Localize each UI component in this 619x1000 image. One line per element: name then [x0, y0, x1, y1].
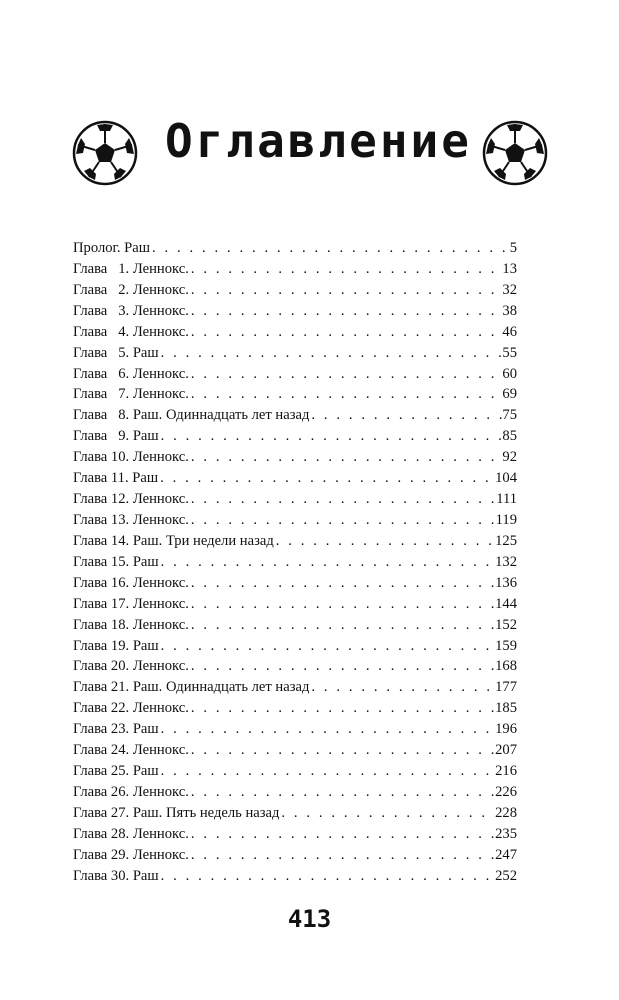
- toc-entry-page: 168: [495, 658, 517, 675]
- toc-entry-page: 125: [495, 532, 517, 549]
- dot-leader: [189, 824, 495, 845]
- toc-header: [70, 108, 550, 198]
- dot-leader: [189, 740, 495, 761]
- toc-entry-label: Глава 2. Леннокс.: [73, 281, 189, 298]
- toc-entry[interactable]: [73, 719, 517, 740]
- dot-leader: [150, 238, 510, 259]
- toc-entry-label: Глава 15. Раш: [73, 553, 159, 570]
- toc-entry-page: 196: [495, 721, 517, 738]
- toc-entry[interactable]: [73, 259, 517, 280]
- toc-entry[interactable]: [73, 803, 517, 824]
- dot-leader: [189, 782, 495, 803]
- toc-entry-label: Глава 26. Леннокс.: [73, 783, 189, 800]
- toc-entry-label: Глава 5. Раш: [73, 344, 159, 361]
- dot-leader: [159, 343, 503, 364]
- toc-entry-page: 92: [502, 449, 517, 466]
- toc-entry-label: Глава 8. Раш. Одиннадцать лет назад: [73, 407, 310, 424]
- toc-entry[interactable]: [73, 384, 517, 405]
- toc-entry-label: Глава 10. Леннокс.: [73, 449, 189, 466]
- toc-entry-page: 104: [495, 470, 517, 487]
- dot-leader: [189, 447, 503, 468]
- dot-leader: [159, 719, 495, 740]
- toc-entry[interactable]: [73, 824, 517, 845]
- dot-leader: [159, 426, 503, 447]
- toc-entry-label: Глава 27. Раш. Пять недель назад: [73, 804, 280, 821]
- toc-entry-page: 136: [495, 574, 517, 591]
- toc-entry-label: Пролог. Раш: [73, 240, 150, 256]
- toc-entry[interactable]: [73, 405, 517, 426]
- toc-entry[interactable]: [73, 447, 517, 468]
- toc-entry-label: Глава 20. Леннокс.: [73, 658, 189, 675]
- dot-leader: [189, 510, 496, 531]
- soccer-ball-icon: [70, 118, 140, 188]
- toc-entry-label: Глава 7. Леннокс.: [73, 386, 189, 403]
- toc-entry-label: Глава 14. Раш. Три недели назад: [73, 532, 274, 549]
- toc-entry[interactable]: [73, 531, 517, 552]
- dot-leader: [309, 677, 495, 698]
- dot-leader: [159, 761, 495, 782]
- dot-leader: [189, 364, 503, 385]
- toc-entry-page: 152: [495, 616, 517, 633]
- toc-entry-label: Глава 13. Леннокс.: [73, 511, 189, 528]
- dot-leader: [189, 656, 495, 677]
- toc-entry[interactable]: [73, 845, 517, 866]
- toc-entry-page: 85: [502, 428, 517, 445]
- toc-entry[interactable]: [73, 636, 517, 657]
- dot-leader: [189, 301, 503, 322]
- toc-entry-page: 216: [495, 763, 517, 780]
- toc-entry[interactable]: [73, 343, 517, 364]
- toc-entry-page: 235: [495, 825, 517, 842]
- toc-entry-label: Глава 16. Леннокс.: [73, 574, 189, 591]
- page-title: Оглавление: [165, 114, 472, 168]
- toc-entry[interactable]: [73, 677, 517, 698]
- toc-entry-page: 252: [495, 867, 517, 884]
- toc-entry[interactable]: [73, 698, 517, 719]
- toc-entry-label: Глава 9. Раш: [73, 428, 159, 445]
- toc-entry-page: 185: [495, 700, 517, 717]
- dot-leader: [159, 552, 495, 573]
- toc-entry-page: 177: [495, 679, 517, 696]
- toc-entry-page: 111: [496, 491, 517, 508]
- toc-entry-label: Глава 22. Леннокс.: [73, 700, 189, 717]
- toc-entry-label: Глава 28. Леннокс.: [73, 825, 189, 842]
- toc-entry-label: Глава 11. Раш: [73, 470, 159, 487]
- toc-entry-page: 247: [495, 846, 517, 863]
- dot-leader: [189, 573, 495, 594]
- toc-entry-page: 207: [495, 742, 517, 759]
- dot-leader: [189, 615, 495, 636]
- toc-entry-label: Глава 29. Леннокс.: [73, 846, 189, 863]
- toc-entry[interactable]: [73, 761, 517, 782]
- toc-entry-page: 144: [495, 595, 517, 612]
- dot-leader: [189, 698, 495, 719]
- toc-entry-page: 13: [502, 260, 517, 277]
- dot-leader: [189, 280, 503, 301]
- toc-entry-label: Глава 12. Леннокс.: [73, 491, 189, 508]
- toc-entry-label: Глава 30. Раш: [73, 867, 159, 884]
- toc-entry[interactable]: [73, 782, 517, 803]
- toc-entry-page: 55: [502, 344, 517, 361]
- toc-entry-page: 46: [502, 323, 517, 340]
- toc-entry-page: 132: [495, 553, 517, 570]
- toc-entry[interactable]: [73, 510, 517, 531]
- toc-entry-label: Глава 1. Леннокс.: [73, 260, 189, 277]
- dot-leader: [159, 636, 495, 657]
- toc-entry-page: 119: [495, 511, 517, 528]
- toc-entry-page: 159: [495, 637, 517, 654]
- toc-entry-label: Глава 21. Раш. Одиннадцать лет назад: [73, 679, 310, 696]
- toc-entry[interactable]: [73, 740, 517, 761]
- toc-entry[interactable]: [73, 322, 517, 343]
- toc-entry[interactable]: [73, 489, 517, 510]
- toc-entry[interactable]: [73, 552, 517, 573]
- toc-entry[interactable]: [73, 866, 517, 887]
- toc-entry[interactable]: [73, 364, 517, 385]
- toc-entry-label: Глава 24. Леннокс.: [73, 742, 189, 759]
- toc-entry-page: 60: [502, 365, 517, 382]
- dot-leader: [159, 866, 495, 887]
- table-of-contents: [73, 238, 517, 887]
- dot-leader: [189, 845, 495, 866]
- toc-entry[interactable]: [73, 594, 517, 615]
- toc-entry[interactable]: [73, 426, 517, 447]
- toc-entry-page: 226: [495, 783, 517, 800]
- toc-entry-label: Глава 18. Леннокс.: [73, 616, 189, 633]
- toc-entry-label: Глава 6. Леннокс.: [73, 365, 189, 382]
- toc-entry-label: Глава 19. Раш: [73, 637, 159, 654]
- dot-leader: [274, 531, 495, 552]
- toc-entry-page: 38: [502, 302, 517, 319]
- toc-entry[interactable]: [73, 238, 517, 259]
- toc-entry-page: 228: [495, 804, 517, 821]
- toc-entry-label: Глава 4. Леннокс.: [73, 323, 189, 340]
- toc-entry-page: 69: [502, 386, 517, 403]
- dot-leader: [189, 384, 503, 405]
- dot-leader: [189, 489, 496, 510]
- toc-entry[interactable]: [73, 468, 517, 489]
- dot-leader: [189, 594, 495, 615]
- dot-leader: [279, 803, 495, 824]
- toc-entry-page: 5: [509, 240, 517, 256]
- toc-entry[interactable]: [73, 280, 517, 301]
- toc-entry-page: 75: [502, 407, 517, 424]
- toc-entry[interactable]: [73, 301, 517, 322]
- dot-leader: [189, 259, 503, 280]
- toc-entry-page: 32: [502, 281, 517, 298]
- dot-leader: [309, 405, 502, 426]
- soccer-ball-icon: [480, 118, 550, 188]
- toc-entry-label: Глава 23. Раш: [73, 721, 159, 738]
- page-number: 413: [287, 905, 332, 933]
- toc-entry[interactable]: [73, 615, 517, 636]
- dot-leader: [158, 468, 495, 489]
- toc-entry[interactable]: [73, 573, 517, 594]
- toc-entry[interactable]: [73, 656, 517, 677]
- toc-entry-label: Глава 17. Леннокс.: [73, 595, 189, 612]
- dot-leader: [189, 322, 503, 343]
- toc-entry-label: Глава 25. Раш: [73, 763, 159, 780]
- toc-entry-label: Глава 3. Леннокс.: [73, 302, 189, 319]
